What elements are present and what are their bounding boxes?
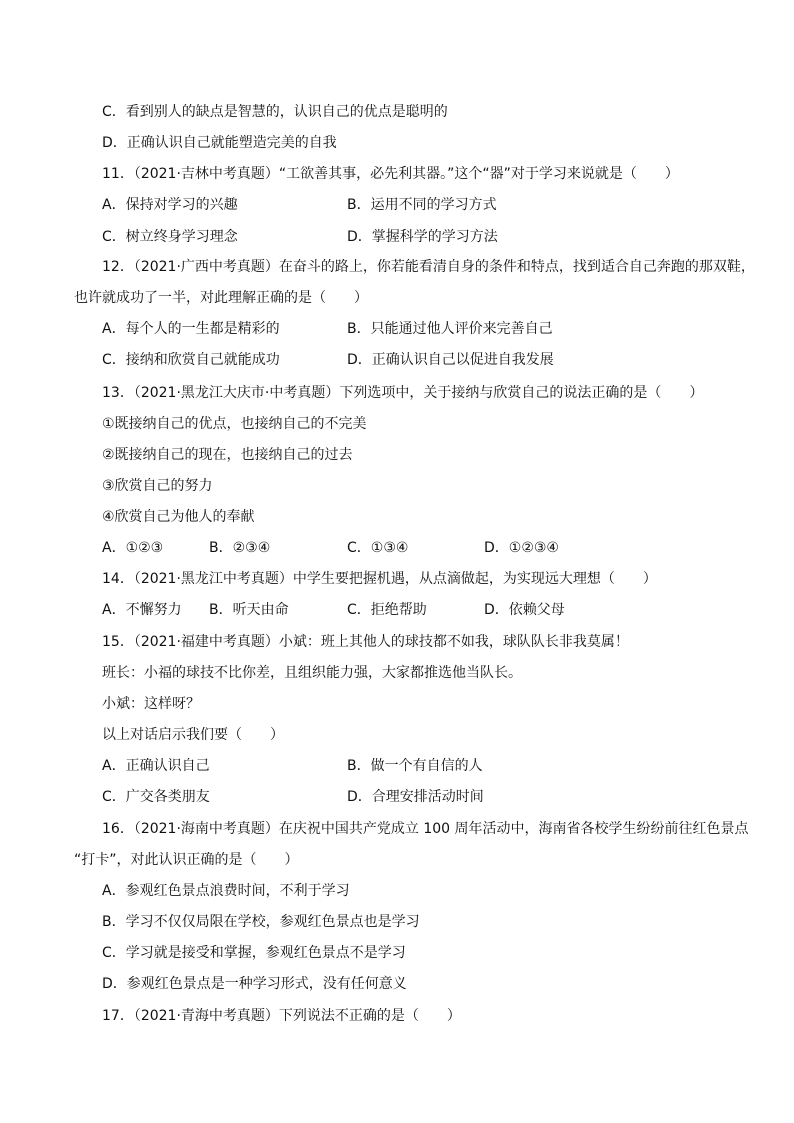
q15-options-row2	[102, 787, 484, 807]
q12-option-c: C．接纳和欣赏自己就能成功	[102, 352, 280, 368]
q11-stem: 11．（2021·吉林中考真题）“工欲善其事，必先利其器。”这个“器”对于学习来说就是（ ）	[102, 166, 679, 182]
q14-option-b: B．听天由命	[209, 602, 289, 618]
q13-option-c: C．①③④	[347, 540, 409, 556]
q13-option-a: A．①②③	[102, 540, 164, 556]
q16-stem-line2: “打卡”，对此认识正确的是（ ）	[74, 852, 299, 868]
q13-item-3: ③欣赏自己的努力	[102, 478, 213, 494]
q14-option-d: D．依赖父母	[484, 602, 565, 618]
q15-dialogue-2: 班长：小福的球技不比你差，且组织能力强，大家都推选他当队长。	[102, 665, 522, 681]
q10-option-d: D．正确认识自己就能塑造完美的自我	[102, 135, 337, 151]
q12-options-row1	[102, 319, 553, 339]
q13-item-1: ①既接纳自己的优点，也接纳自己的不完美	[102, 416, 367, 432]
q17-stem: 17．（2021·青海中考真题）下列说法不正确的是（ ）	[102, 1008, 461, 1024]
q14-option-a: A．不懈努力	[102, 602, 182, 618]
q13-option-d: D．①②③④	[484, 540, 559, 556]
q16-option-c: C．学习就是接受和掌握，参观红色景点不是学习	[102, 945, 406, 961]
q15-option-a: A．正确认识自己	[102, 758, 210, 774]
q15-option-d: D．合理安排活动时间	[347, 789, 484, 805]
q11-option-a: A．保持对学习的兴趣	[102, 197, 238, 213]
q16-option-d: D．参观红色景点是一种学习形式，没有任何意义	[102, 976, 407, 992]
q13-options	[102, 538, 559, 558]
q11-options-row1	[102, 195, 497, 215]
q14-options	[102, 600, 565, 620]
q11-option-d: D．掌握科学的学习方法	[347, 229, 498, 245]
q15-stem: 15．（2021·福建中考真题）小斌：班上其他人的球技都不如我，球队队长非我莫属！	[102, 634, 629, 650]
q12-stem-line2: 也许就成功了一半，对此理解正确的是（ ）	[74, 290, 368, 306]
q11-option-c: C．树立终身学习理念	[102, 229, 238, 245]
q15-dialogue-3: 小斌：这样呀？	[102, 696, 200, 712]
q13-option-b: B．②③④	[209, 540, 271, 556]
q15-option-b: B．做一个有自信的人	[347, 758, 483, 774]
q15-option-c: C．广交各类朋友	[102, 789, 210, 805]
q12-option-d: D．正确认识自己以促进自我发展	[347, 352, 554, 368]
q16-stem-line1: 16．（2021·海南中考真题）在庆祝中国共产党成立 100 周年活动中，海南省各校学生纷纷前往红色景点	[102, 821, 749, 837]
q13-item-2: ②既接纳自己的现在，也接纳自己的过去	[102, 447, 353, 463]
q16-option-a: A．参观红色景点浪费时间，不利于学习	[102, 883, 350, 899]
q15-options-row1	[102, 756, 483, 776]
q12-stem-line1: 12．（2021·广西中考真题）在奋斗的路上，你若能看清自身的条件和特点，找到适合自己奔跑的那双鞋，	[102, 259, 755, 275]
q11-option-b: B．运用不同的学习方式	[347, 197, 497, 213]
q14-stem: 14．（2021·黑龙江中考真题）中学生要把握机遇，从点滴做起，为实现远大理想（ ）	[102, 571, 657, 587]
q13-item-4: ④欣赏自己为他人的奉献	[102, 509, 255, 525]
q12-option-a: A．每个人的一生都是精彩的	[102, 321, 280, 337]
q11-options-row2	[102, 227, 498, 247]
q14-option-c: C．拒绝帮助	[347, 602, 427, 618]
q12-options-row2	[102, 350, 554, 370]
q13-stem: 13．（2021·黑龙江大庆市·中考真题）下列选项中，关于接纳与欣赏自己的说法正确的是（ ）	[102, 385, 704, 401]
q15-prompt: 以上对话启示我们要（ ）	[102, 727, 284, 743]
q12-option-b: B．只能通过他人评价来完善自己	[347, 321, 553, 337]
q10-option-c: C．看到别人的缺点是智慧的，认识自己的优点是聪明的	[102, 104, 448, 120]
q16-option-b: B．学习不仅仅局限在学校，参观红色景点也是学习	[102, 914, 420, 930]
